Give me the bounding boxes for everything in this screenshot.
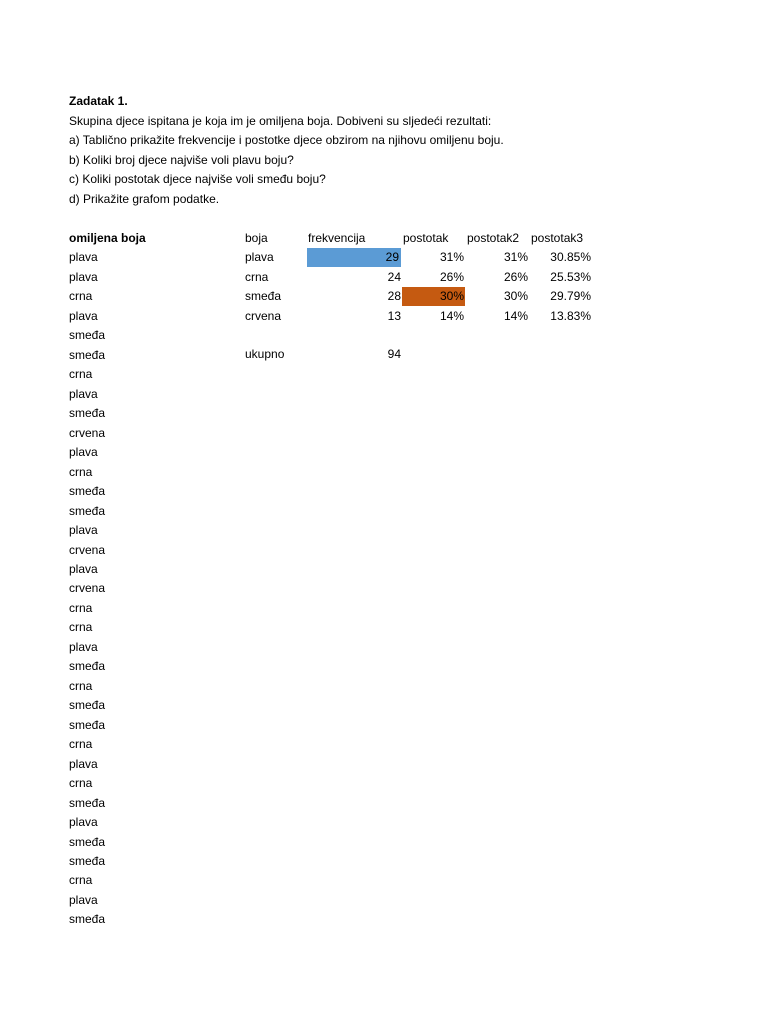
raw-data-cell: plava	[69, 445, 98, 460]
raw-data-cell: plava	[69, 892, 98, 907]
header-frekvencija: frekvencija	[308, 231, 366, 245]
row-frekvencija: 28	[387, 289, 401, 303]
row-postotak2: 14%	[503, 309, 528, 323]
raw-data-cell: smeđa	[69, 328, 106, 343]
raw-data-cell: crna	[69, 464, 93, 479]
raw-data-cell: plava	[69, 561, 98, 576]
raw-data-cell: crvena	[69, 425, 106, 440]
raw-data-cell: plava	[69, 815, 98, 830]
raw-data-cell: smeđa	[69, 347, 106, 362]
task-line: d) Prikažite grafom podatke.	[69, 191, 220, 206]
raw-data-cell: crna	[69, 737, 93, 752]
raw-data-cell: smeđa	[69, 834, 106, 849]
task-line: c) Koliki postotak djece najviše voli smeđu boju?	[69, 172, 326, 186]
row-frekvencija: 13	[387, 309, 401, 323]
total-value: 94	[387, 347, 401, 361]
header-postotak: postotak	[403, 231, 449, 245]
raw-data-cell: crna	[69, 367, 93, 382]
raw-data-cell: crvena	[69, 542, 106, 557]
raw-data-cell: crna	[69, 678, 93, 693]
row-boja: crna	[245, 270, 269, 284]
row-postotak2: 31%	[503, 250, 528, 264]
raw-data-cell: crvena	[69, 581, 106, 596]
raw-data-cell: plava	[69, 639, 98, 654]
row-postotak3: 25.53%	[550, 270, 591, 284]
raw-data-cell: smeđa	[69, 503, 106, 518]
raw-data-cell: crna	[69, 620, 93, 635]
raw-data-cell: smeđa	[69, 698, 106, 713]
raw-data-cell: crna	[69, 600, 93, 615]
row-postotak2: 30%	[503, 289, 528, 303]
raw-data-cell: crna	[69, 873, 93, 888]
raw-data-cell: smeđa	[69, 717, 106, 732]
row-frekvencija: 24	[387, 270, 401, 284]
row-postotak3: 30.85%	[550, 250, 591, 264]
row-frekvencija: 29	[307, 248, 401, 267]
task-line: a) Tablično prikažite frekvencije i postotke djece obzirom na njihovu omiljenu boju.	[69, 133, 504, 147]
header-postotak3: postotak3	[531, 231, 584, 245]
task-block	[69, 92, 504, 209]
row-boja: smeđa	[245, 289, 282, 303]
raw-data-cell: smeđa	[69, 659, 106, 674]
row-postotak3: 29.79%	[550, 289, 591, 303]
row-boja: crvena	[245, 309, 282, 323]
raw-data-cell: smeđa	[69, 484, 106, 499]
raw-data-cell: crna	[69, 289, 93, 304]
row-postotak: 26%	[439, 270, 464, 284]
raw-data-header: omiljena boja	[69, 231, 146, 245]
header-boja: boja	[245, 231, 268, 245]
row-postotak3: 13.83%	[550, 309, 591, 323]
task-title: Zadatak 1.	[69, 94, 128, 108]
row-boja: plava	[245, 250, 274, 264]
task-line: b) Koliki broj djece najviše voli plavu boju?	[69, 152, 294, 167]
row-postotak: 14%	[439, 309, 464, 323]
raw-data-cell: plava	[69, 386, 98, 401]
raw-data-column	[69, 229, 146, 930]
raw-data-cell: plava	[69, 269, 98, 284]
row-postotak2: 26%	[503, 270, 528, 284]
raw-data-cell: plava	[69, 523, 98, 538]
task-line: Skupina djece ispitana je koja im je omiljena boja. Dobiveni su sljedeći rezultati:	[69, 113, 492, 128]
header-postotak2: postotak2	[467, 231, 520, 245]
total-label: ukupno	[245, 347, 285, 361]
raw-data-cell: smeđa	[69, 854, 106, 868]
raw-data-cell: smeđa	[69, 912, 106, 927]
row-postotak: 31%	[439, 250, 464, 264]
raw-data-cell: plava	[69, 250, 98, 265]
raw-data-cell: smeđa	[69, 795, 106, 810]
row-postotak: 30%	[402, 287, 465, 306]
raw-data-cell: smeđa	[69, 406, 106, 421]
raw-data-cell: plava	[69, 756, 98, 771]
raw-data-cell: crna	[69, 776, 93, 791]
raw-data-cell: plava	[69, 308, 98, 323]
